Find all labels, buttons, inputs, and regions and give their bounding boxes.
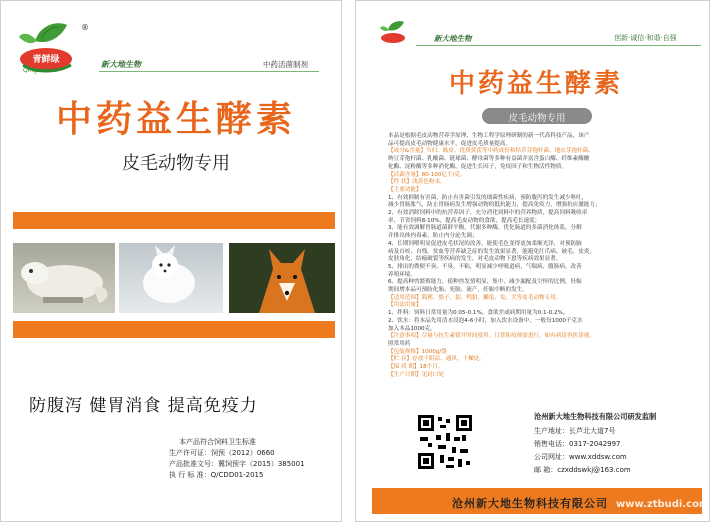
contact-website: 公司网址：www.xddsw.com <box>534 453 627 461</box>
back-package-panel <box>355 0 710 522</box>
contact-block <box>534 425 631 477</box>
back-header-line <box>416 45 701 46</box>
orange-bottom-bar <box>13 321 335 338</box>
body-line: 期间增本品可预防化胎、死胎、流产，妊娠中断的发生。 <box>388 287 528 294</box>
photo-arctic-fox-lying <box>13 243 115 313</box>
body-line: 化酶、淀粉酶等多种消化酶，促进生长因子，免疫因子和生物活性物质。 <box>388 163 568 170</box>
photo-red-fox <box>229 243 335 313</box>
front-package-panel <box>0 0 342 522</box>
standard-line: 生产许可证：饲预（2012）0660 <box>169 449 275 457</box>
back-subtitle-text: 皮毛动物专用 <box>508 113 566 124</box>
product-subtitle: 皮毛动物专用 <box>122 153 230 174</box>
brand-pinyin: Qingxian lv <box>23 67 57 74</box>
body-line: 1、拌料：饲料日常用量为0.05-0.1%，食欲差或病期用量为0.1-0.2%。 <box>388 310 569 317</box>
body-line: 4、长期饲喂明显促进皮毛状况的改善，能使毛色变得更加柔顺光泽，对预防脑 <box>388 240 582 247</box>
body-line: 3、能有效调解胃肠道菌群平衡，代谢多种酶，优化肠道的多菌消化体系，分解 <box>388 225 582 232</box>
category-label: 中药活菌制剂 <box>263 60 308 69</box>
footer-company-name: 沧州新大地生物科技有限公司 <box>452 497 608 510</box>
leaf-logo-icon <box>378 19 408 45</box>
back-logo <box>378 19 408 45</box>
body-line: 【主要功能】 <box>388 186 422 193</box>
body-line: 照常用药 <box>388 340 411 347</box>
contact-phone: 销售电话：0317-2042997 <box>534 440 621 448</box>
body-line: 减少胃肠胀气，防止胃肠病发生增强动物的抵抗能力，提高免疫力，增强抗应激能力； <box>388 202 601 209</box>
body-line: 并排出体内毒素，防止内分泌失调； <box>388 233 478 240</box>
producer-name: 沧州新大地生物科技有限公司研发监制 <box>534 412 657 421</box>
body-line: 【生产日期】见封口处 <box>388 371 444 378</box>
product-slogan: 防腹泻 健胃消食 提高免疫力 <box>29 396 258 416</box>
body-line: 加入本品1000克。 <box>388 325 436 332</box>
back-slogan-right: 创新·诚信·和谐·自强 <box>614 34 677 42</box>
brand-badge-text: 青鲜绿 <box>32 55 60 65</box>
instructions-body <box>388 133 708 380</box>
watermark: www.ztbudi.com <box>616 499 710 510</box>
contact-address: 生产地址：长芦北大道7号 <box>534 427 616 435</box>
qr-code <box>416 413 474 471</box>
body-line: 6、提高种兽繁殖能力，使种兽发情明显、集中，减少漏配及空怀的比例，妊娠 <box>388 279 582 286</box>
standard-line: 本产品符合饲料卫生标准 <box>179 438 256 446</box>
body-line: 【用法用量】 <box>388 302 422 309</box>
body-line: 养殖环境。 <box>388 271 416 278</box>
orange-top-bar <box>13 212 335 229</box>
back-product-title: 中药益生酵素 <box>448 69 623 99</box>
standards-block <box>169 437 305 481</box>
standard-line: 执 行 标 准：Q/CDD01-2015 <box>169 471 264 479</box>
body-line: 【包装规格】1000g/袋 <box>388 348 447 355</box>
back-company-short: 新大地生物 <box>434 34 472 43</box>
photo-arctic-fox-running <box>119 243 223 313</box>
brand-logo <box>15 19 77 75</box>
body-line: 品可提高皮毛动物健康水平，促进皮毛质量提高。 <box>388 140 512 147</box>
body-line: 【贮 存】存放于阴凉、通风、干燥处。 <box>388 356 485 363</box>
product-title: 中药益生酵素 <box>56 99 297 140</box>
body-line: 【成分&含量】当归、陈皮、优质黄芪等中药成份和秸草芽孢杆菌、地衣芽孢杆菌、 <box>388 148 594 155</box>
body-line: 【保 质 期】18个月。 <box>388 364 444 371</box>
standard-line: 产品批准文号：冀饲预字（2015）385001 <box>169 460 305 468</box>
body-line: 纳豆芽孢杆菌、乳酸菌、链球菌、酵母菌等多种有益菌并富含蛋白酶、纤维素酶醣 <box>388 156 590 163</box>
body-line: 2、有效消除饲料中的抗营养因子，充分消化饲料中的营养物质，提高饲料吸收率 <box>388 210 588 217</box>
contact-email: 邮 箱：czxddswkj@163.com <box>534 466 631 474</box>
body-line: 【适用范围】狐狸、貉子、貂、鸭貂、獭兔、兔、犬等皮毛动物专用。 <box>388 294 562 301</box>
body-line: 1、有效抑制有害菌，防止有害菌引发的细菌性疾病，预防腹泻的发生减少呕吐， <box>388 194 588 201</box>
body-line: 本品是根据毛皮动物营养学原理，生物工程学原理研制的新一代高科技产品，该产 <box>388 133 590 139</box>
header-line <box>99 71 319 72</box>
company-short-name: 新大地生物 <box>101 60 141 69</box>
body-line: 皮肤角化、结痂破裂等疾病的发生，对毛皮动物下崽等疾病效果显著。 <box>388 256 562 263</box>
body-line: 率，节省饲料8-10%，提高毛皮动物的食欲，提高毛长速度； <box>388 217 541 224</box>
body-line: 【性 状】浅黄色粉末。 <box>388 179 446 186</box>
body-line: 【活菌含量】80-100亿个/克。 <box>388 171 466 178</box>
body-line: 2、饮水：将本品先用清水浸泡4-6小时，加入饮水设备中，一般每1000千克水 <box>388 317 583 324</box>
body-line: 【注意事项】尽量与抗生素错开时间使用。日常防疫预需进行，如有病请兽医诊视， <box>388 333 595 340</box>
body-line: 5、排出的粪便不臭、不臭，不粘，明显减少呼吸道病，气喘病，腹肠病，改善 <box>388 263 582 270</box>
body-line: 病及自咬、自残、贫血等营养缺乏症的发生效果显著，能避免红爪病、被毛、皮炎， <box>388 248 595 255</box>
registered-mark: ® <box>81 23 89 32</box>
